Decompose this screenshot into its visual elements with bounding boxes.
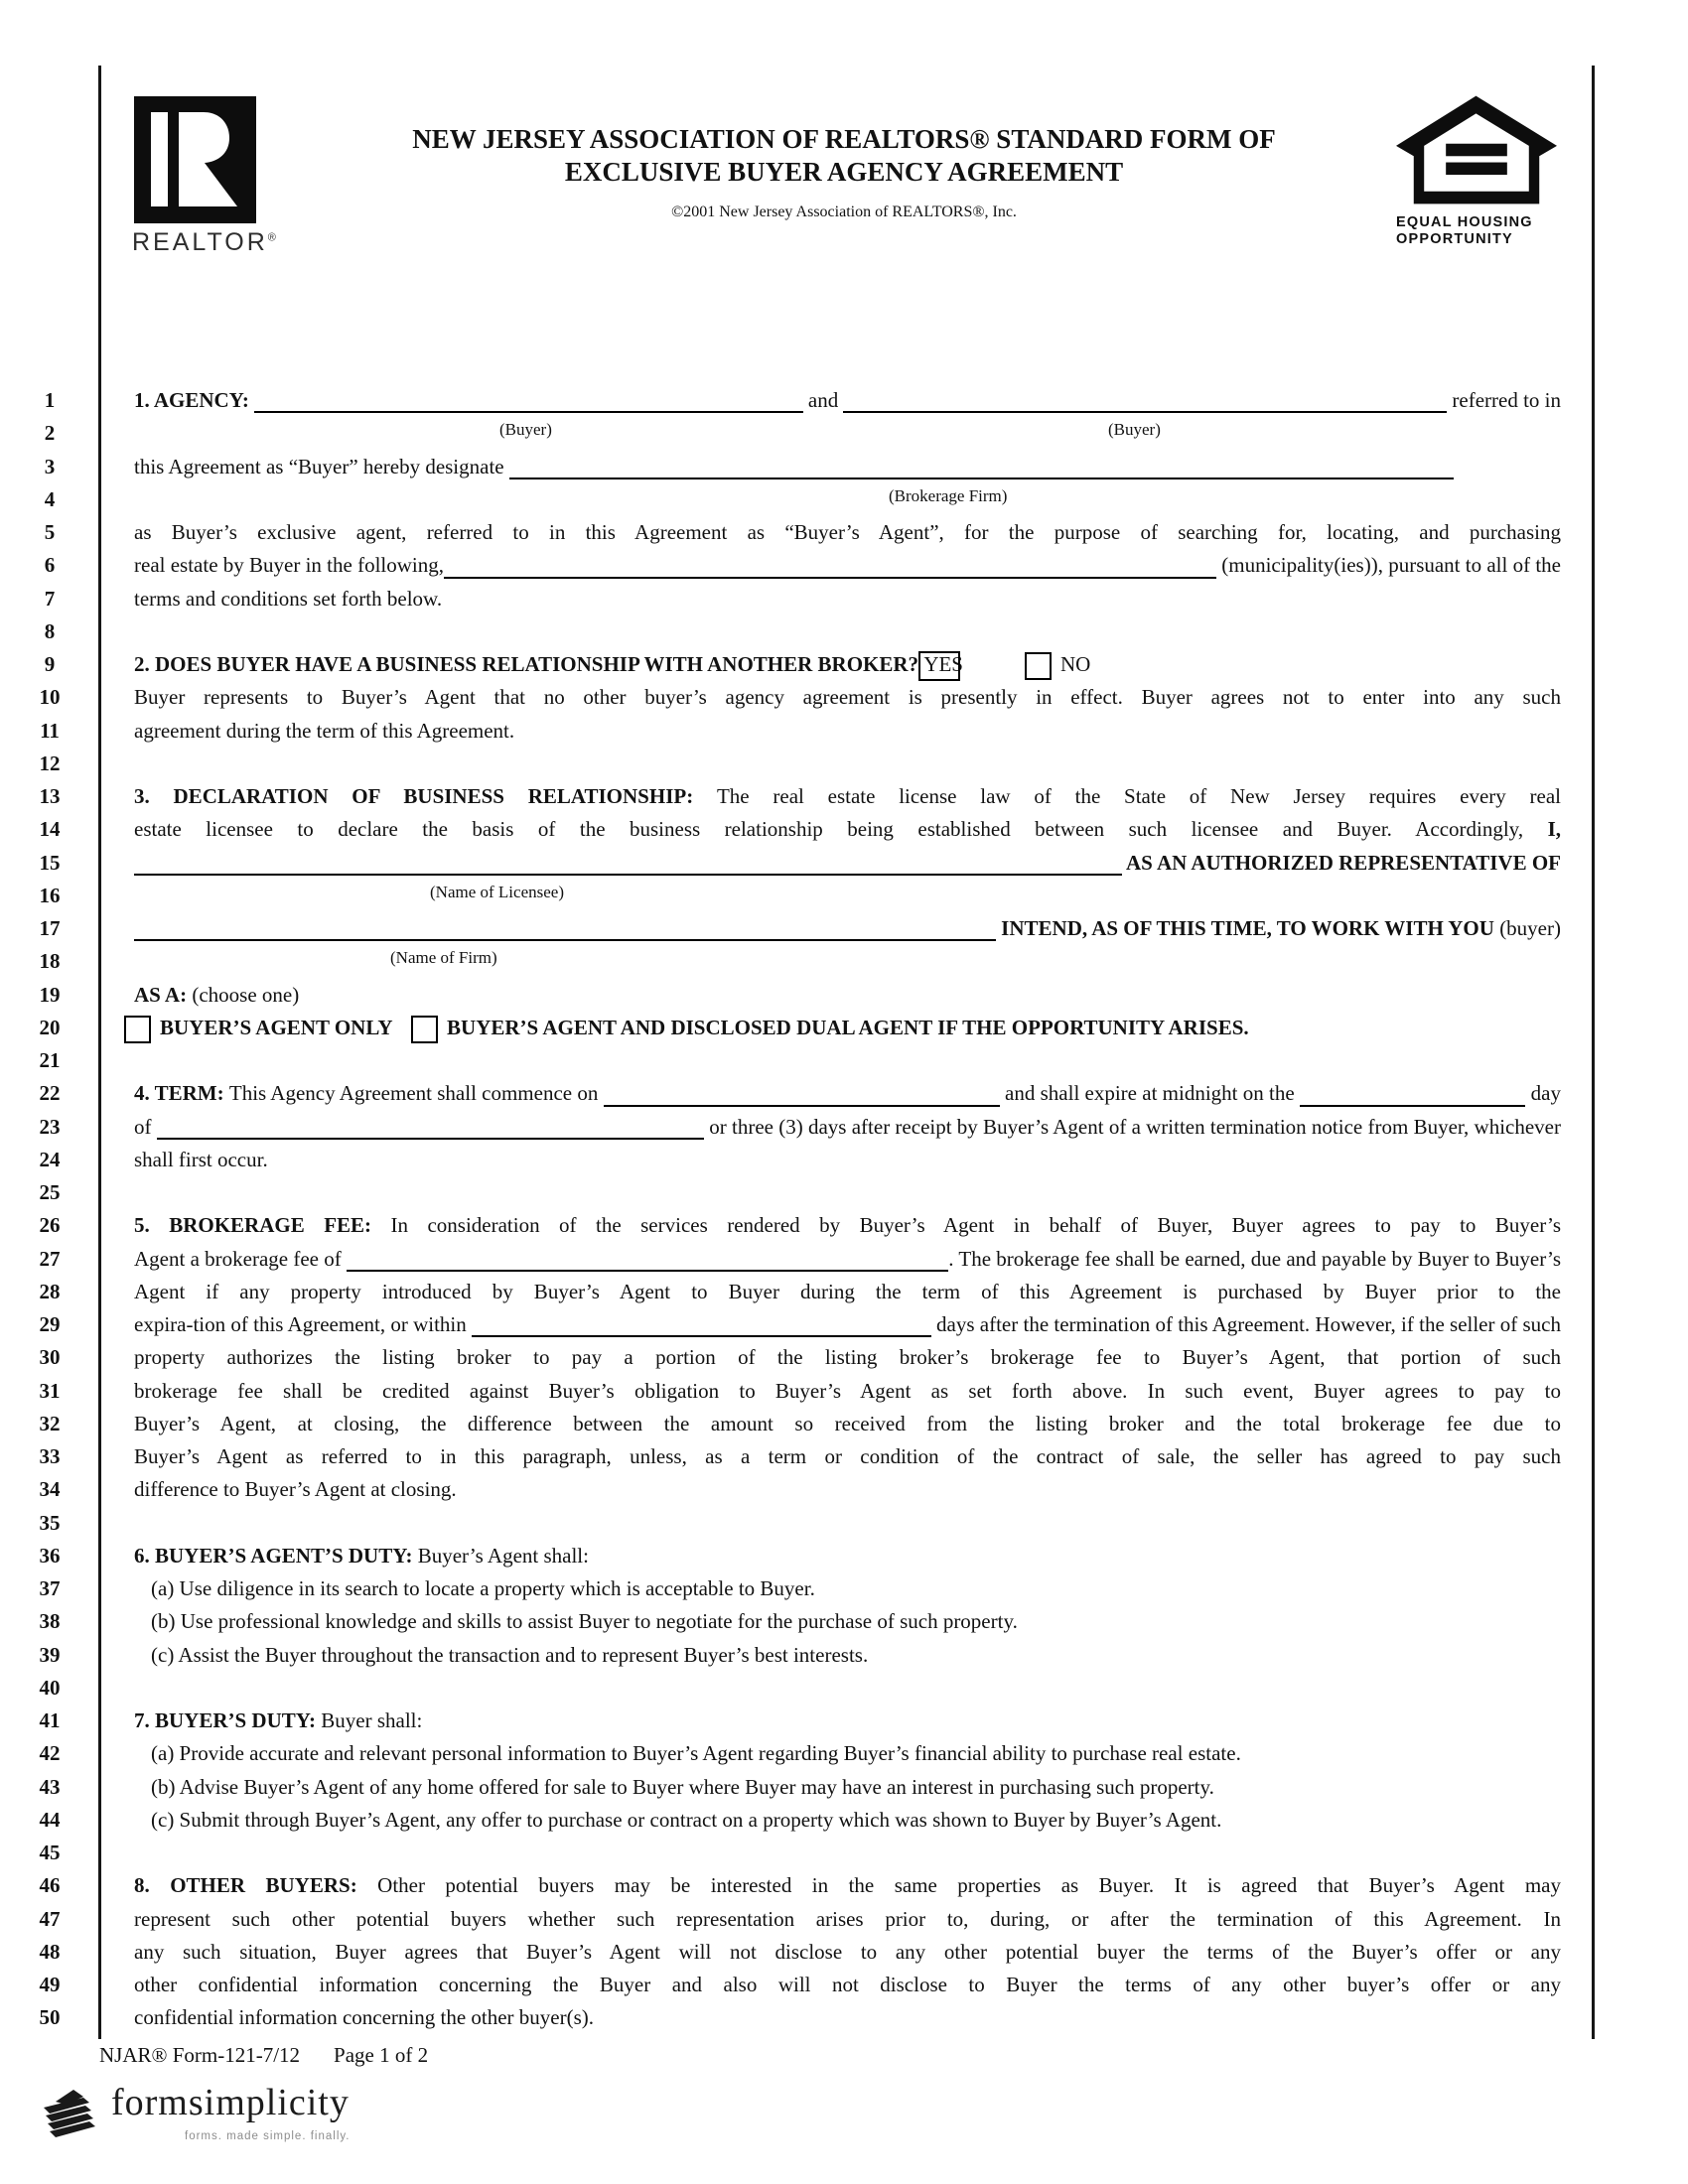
form-text: Buyer shall: bbox=[321, 1708, 423, 1732]
form-line-17 bbox=[134, 912, 1561, 945]
form-text: Buyer’s Agent as referred to in this paragraph, unless, as a term or condition of the contract of sale, the seller has agreed to pay such bbox=[134, 1444, 1561, 1468]
left-margin-rule bbox=[98, 66, 101, 2039]
form-footer bbox=[99, 2043, 428, 2068]
form-text: other confidential information concerning the Buyer and also will not disclose to Buyer the terms of any other buyer’s offer or any bbox=[134, 1973, 1561, 1996]
fill-in-blank[interactable] bbox=[509, 478, 1454, 479]
form-line-1 bbox=[134, 384, 1561, 417]
line-number: 35 bbox=[39, 1510, 61, 1535]
checkbox[interactable] bbox=[411, 1016, 438, 1043]
form-text-bold: 7. BUYER’S DUTY: bbox=[134, 1708, 322, 1732]
form-line-35 bbox=[134, 1507, 1561, 1540]
form-text: estate licensee to declare the basis of the business relationship being established between such licensee and Buyer. Accordingly, bbox=[134, 817, 1548, 842]
fill-in-blank[interactable] bbox=[157, 1138, 704, 1140]
form-line-24 bbox=[134, 1144, 1561, 1176]
form-text: (c) Submit through Buyer’s Agent, any offer to purchase or contract on a property which was shown to Buyer by Buyer’s Agent. bbox=[151, 1807, 1222, 1832]
line-number: 4 bbox=[44, 486, 56, 511]
line-number-gutter bbox=[22, 384, 77, 2035]
form-text: days after the termination of this Agreement. However, if the seller of such bbox=[930, 1312, 1561, 1336]
line-number: 48 bbox=[39, 1939, 61, 1964]
formsimplicity-wordmark: formsimplicity bbox=[111, 2082, 350, 2123]
form-text: confidential information concerning the other buyer(s). bbox=[134, 2005, 595, 2030]
form-line-33 bbox=[134, 1440, 1561, 1473]
checkbox[interactable] bbox=[1025, 652, 1052, 680]
line-number: 44 bbox=[39, 1807, 61, 1832]
field-label: (Name of Licensee) bbox=[430, 882, 564, 901]
field-label: (Name of Firm) bbox=[390, 948, 497, 968]
form-line-44 bbox=[134, 1804, 1561, 1837]
line-number: 40 bbox=[39, 1675, 61, 1700]
form-text: referred to in bbox=[1447, 388, 1561, 412]
line-number: 15 bbox=[39, 850, 61, 875]
form-line-10 bbox=[134, 681, 1561, 714]
line-number: 34 bbox=[39, 1477, 61, 1502]
form-text: represent such other potential buyers whether such representation arises prior to, during, or after the termination of this Agreement. In bbox=[134, 1906, 1561, 1931]
form-line-9 bbox=[134, 648, 1561, 681]
line-number: 31 bbox=[39, 1378, 61, 1403]
form-line-7 bbox=[134, 583, 1561, 615]
form-line-41 bbox=[134, 1705, 1561, 1737]
realtor-logo-label bbox=[132, 228, 281, 257]
form-body bbox=[134, 384, 1561, 2035]
form-line-2 bbox=[134, 417, 1561, 450]
equal-housing-line2: OPPORTUNITY bbox=[1396, 231, 1513, 247]
form-line-28 bbox=[134, 1276, 1561, 1308]
line-number: 10 bbox=[39, 685, 61, 710]
form-text-bold: 6. BUYER’S AGENT’S DUTY: bbox=[134, 1543, 418, 1568]
line-number: 20 bbox=[39, 1015, 61, 1039]
form-text: Agent a brokerage fee of bbox=[134, 1246, 347, 1271]
line-number: 50 bbox=[39, 2005, 61, 2030]
fill-in-blank[interactable] bbox=[134, 939, 996, 941]
form-line-5 bbox=[134, 516, 1561, 549]
form-line-16 bbox=[134, 880, 1561, 912]
line-number: 23 bbox=[39, 1114, 61, 1139]
equal-housing-text bbox=[1396, 214, 1565, 248]
form-line-39 bbox=[134, 1639, 1561, 1672]
line-number: 37 bbox=[39, 1576, 61, 1600]
line-number: 42 bbox=[39, 1741, 61, 1766]
form-line-6 bbox=[134, 549, 1561, 582]
line-number: 36 bbox=[39, 1543, 61, 1568]
form-text-bold: 8. OTHER BUYERS: bbox=[134, 1873, 378, 1898]
line-number: 43 bbox=[39, 1774, 61, 1799]
form-text: property authorizes the listing broker to pay a portion of the listing broker’s brokerage fee to Buyer’s Agent, that portion of such bbox=[134, 1345, 1561, 1370]
line-number: 21 bbox=[39, 1048, 61, 1072]
form-line-42 bbox=[134, 1737, 1561, 1770]
form-line-38 bbox=[134, 1605, 1561, 1638]
checkbox[interactable] bbox=[124, 1016, 151, 1043]
line-number: 39 bbox=[39, 1642, 61, 1667]
line-number: 29 bbox=[39, 1312, 61, 1336]
form-line-23 bbox=[134, 1111, 1561, 1144]
equal-housing-house-icon bbox=[1396, 95, 1557, 205]
form-line-12 bbox=[134, 748, 1561, 780]
form-line-40 bbox=[134, 1672, 1561, 1705]
form-line-18 bbox=[134, 945, 1561, 978]
form-text: . The brokerage fee shall be earned, due and payable by Buyer to Buyer’s bbox=[948, 1246, 1561, 1271]
line-number: 22 bbox=[39, 1081, 61, 1106]
line-number: 19 bbox=[39, 982, 61, 1007]
line-number: 27 bbox=[39, 1246, 61, 1271]
form-text: day bbox=[1525, 1081, 1561, 1106]
form-text-bold: BUYER’S AGENT ONLY bbox=[160, 1015, 398, 1039]
form-text: This Agency Agreement shall commence on bbox=[228, 1081, 604, 1106]
form-text: (b) Advise Buyer’s Agent of any home offered for sale to Buyer where Buyer may have an interest in purchasing such property. bbox=[151, 1774, 1214, 1799]
form-line-34 bbox=[134, 1473, 1561, 1506]
line-number: 5 bbox=[44, 520, 56, 544]
form-text: and shall expire at midnight on the bbox=[999, 1081, 1300, 1106]
formsimplicity-tagline: forms. made simple. finally. bbox=[185, 2130, 351, 2142]
form-line-3 bbox=[134, 451, 1561, 483]
line-number: 3 bbox=[44, 454, 56, 478]
form-text: (b) Use professional knowledge and skills to assist Buyer to negotiate for the purchase of such property. bbox=[151, 1609, 1018, 1634]
field-label: (Brokerage Firm) bbox=[889, 485, 1008, 505]
form-text: this Agreement as “Buyer” hereby designate bbox=[134, 454, 509, 478]
realtor-r-icon bbox=[134, 96, 256, 223]
line-number: 45 bbox=[39, 1841, 61, 1864]
realtor-wordmark: REALTOR bbox=[132, 228, 268, 256]
line-number: 32 bbox=[39, 1411, 61, 1435]
line-number: 33 bbox=[39, 1444, 61, 1468]
form-text-bold: BUYER’S AGENT AND DISCLOSED DUAL AGENT IF THE OPPORTUNITY ARISES. bbox=[447, 1015, 1249, 1039]
yes-label: YES bbox=[923, 652, 963, 676]
line-number: 30 bbox=[39, 1345, 61, 1370]
form-line-30 bbox=[134, 1341, 1561, 1374]
fill-in-blank[interactable] bbox=[1300, 1105, 1526, 1107]
form-text: (c) Assist the Buyer throughout the transaction and to represent Buyer’s best interests. bbox=[151, 1642, 869, 1667]
equal-housing-logo bbox=[1396, 95, 1557, 209]
form-line-15 bbox=[134, 847, 1561, 880]
fill-in-blank[interactable] bbox=[254, 411, 802, 413]
form-text: as Buyer’s exclusive agent, referred to in this Agreement as “Buyer’s Agent”, for the purpose of searching for, locating, and purchasing bbox=[134, 520, 1561, 544]
form-line-25 bbox=[134, 1176, 1561, 1209]
form-text: In consideration of the services rendered by Buyer’s Agent in behalf of Buyer, Buyer agrees to pay to Buyer’s bbox=[390, 1213, 1562, 1238]
fill-in-blank[interactable] bbox=[444, 577, 1216, 579]
line-number: 2 bbox=[44, 421, 56, 446]
line-number: 46 bbox=[39, 1873, 61, 1898]
line-number: 9 bbox=[44, 652, 56, 676]
form-line-50 bbox=[134, 2001, 1561, 2034]
line-number: 47 bbox=[39, 1906, 61, 1931]
equal-housing-line1: EQUAL HOUSING bbox=[1396, 214, 1533, 230]
form-text: (buyer) bbox=[1493, 916, 1561, 940]
form-title bbox=[288, 123, 1400, 221]
line-number: 25 bbox=[39, 1180, 61, 1204]
form-line-48 bbox=[134, 1936, 1561, 1969]
line-number: 38 bbox=[39, 1609, 61, 1634]
registered-mark: ® bbox=[267, 231, 279, 244]
form-title-line2: EXCLUSIVE BUYER AGENCY AGREEMENT bbox=[564, 157, 1124, 187]
right-margin-rule bbox=[1592, 66, 1595, 2039]
form-text: NO bbox=[1060, 652, 1091, 676]
form-line-27 bbox=[134, 1243, 1561, 1276]
form-line-4 bbox=[134, 483, 1561, 516]
form-line-43 bbox=[134, 1771, 1561, 1804]
line-number: 16 bbox=[39, 883, 61, 907]
line-number: 1 bbox=[44, 388, 56, 412]
form-line-45 bbox=[134, 1837, 1561, 1869]
line-number: 26 bbox=[39, 1213, 61, 1238]
form-text: or three (3) days after receipt by Buyer’s Agent of a written termination notice from Buyer, whichever bbox=[704, 1114, 1561, 1139]
form-text-bold: 4. TERM: bbox=[134, 1081, 229, 1106]
yes-checkbox-overlay[interactable] bbox=[918, 651, 960, 681]
form-line-37 bbox=[134, 1572, 1561, 1605]
form-line-46 bbox=[134, 1869, 1561, 1902]
line-number: 49 bbox=[39, 1973, 61, 1996]
form-line-22 bbox=[134, 1077, 1561, 1110]
form-line-8 bbox=[134, 615, 1561, 648]
form-line-26 bbox=[134, 1209, 1561, 1242]
form-text: terms and conditions set forth below. bbox=[134, 586, 443, 611]
form-line-19 bbox=[134, 979, 1561, 1012]
fill-in-blank[interactable] bbox=[843, 411, 1447, 413]
form-line-13 bbox=[134, 780, 1561, 813]
form-text: expira-tion of this Agreement, or within bbox=[134, 1312, 473, 1336]
form-text: any such situation, Buyer agrees that Buyer’s Agent will not disclose to any other potential buyer the terms of the Buyer’s offer or any bbox=[134, 1939, 1561, 1964]
fill-in-blank[interactable] bbox=[347, 1270, 948, 1272]
form-text: Buyer’s Agent, at closing, the difference between the amount so received from the listing broker and the total brokerage fee due to bbox=[134, 1411, 1561, 1435]
form-text-bold: 1. AGENCY: bbox=[134, 388, 255, 412]
form-text: real estate by Buyer in the following, bbox=[134, 553, 444, 578]
form-text: and bbox=[802, 388, 844, 412]
form-line-49 bbox=[134, 1969, 1561, 2001]
field-label: (Buyer) bbox=[499, 420, 552, 440]
line-number: 17 bbox=[39, 916, 61, 940]
line-number: 28 bbox=[39, 1279, 61, 1303]
line-number: 6 bbox=[44, 553, 56, 578]
form-text: Agent if any property introduced by Buyer’s Agent to Buyer during the term of this Agreement is purchased by Buyer prior to the bbox=[134, 1279, 1561, 1303]
form-title-line1: NEW JERSEY ASSOCIATION OF REALTORS® STANDARD FORM OF bbox=[412, 124, 1276, 154]
form-line-36 bbox=[134, 1540, 1561, 1572]
form-text: (choose one) bbox=[192, 982, 300, 1007]
form-text: (municipality(ies)), pursuant to all of the bbox=[1216, 553, 1561, 578]
line-number: 41 bbox=[39, 1708, 61, 1732]
yes-option[interactable] bbox=[923, 648, 963, 681]
form-number: NJAR® Form-121-7/12 bbox=[99, 2043, 301, 2067]
line-number: 7 bbox=[44, 586, 56, 611]
form-text: Other potential buyers may be interested in the same properties as Buyer. It is agreed that Buyer’s Agent may bbox=[377, 1873, 1561, 1898]
copyright-line: ©2001 New Jersey Association of REALTORS®, Inc. bbox=[671, 204, 1017, 220]
form-text-bold: AS A: bbox=[134, 982, 193, 1007]
fill-in-blank[interactable] bbox=[472, 1335, 931, 1337]
form-text-bold: 5. BROKERAGE FEE: bbox=[134, 1213, 391, 1238]
line-number: 12 bbox=[39, 751, 61, 775]
line-number: 18 bbox=[39, 949, 61, 974]
line-number: 13 bbox=[39, 784, 61, 808]
line-number: 11 bbox=[40, 718, 60, 743]
form-text: Buyer represents to Buyer’s Agent that no other buyer’s agency agreement is presently in effect. Buyer agrees not to enter into any such bbox=[134, 685, 1561, 710]
form-text-bold: INTEND, AS OF THIS TIME, TO WORK WITH YOU bbox=[995, 916, 1494, 940]
form-text-bold: AS AN AUTHORIZED REPRESENTATIVE OF bbox=[1121, 850, 1561, 875]
form-text: Buyer’s Agent shall: bbox=[417, 1543, 589, 1568]
line-number: 14 bbox=[39, 817, 61, 842]
form-text: (a) Use diligence in its search to locate a property which is acceptable to Buyer. bbox=[151, 1576, 815, 1600]
form-text-bold: I, bbox=[1547, 817, 1561, 842]
form-line-21 bbox=[134, 1044, 1561, 1077]
form-text: The real estate license law of the State of New Jersey requires every real bbox=[716, 784, 1561, 808]
page-indicator: Page 1 of 2 bbox=[334, 2043, 429, 2067]
realtor-logo bbox=[134, 96, 256, 223]
form-text: agreement during the term of this Agreement. bbox=[134, 718, 515, 743]
form-text: of bbox=[134, 1114, 157, 1139]
fill-in-blank[interactable] bbox=[134, 874, 1122, 876]
form-line-11 bbox=[134, 715, 1561, 748]
form-text: shall first occur. bbox=[134, 1147, 268, 1171]
form-line-20 bbox=[134, 1012, 1561, 1044]
form-line-47 bbox=[134, 1903, 1561, 1936]
field-label: (Buyer) bbox=[1108, 420, 1161, 440]
line-number: 24 bbox=[39, 1147, 61, 1171]
form-line-31 bbox=[134, 1375, 1561, 1408]
form-text-bold: 2. DOES BUYER HAVE A BUSINESS RELATIONSHIP WITH ANOTHER BROKER? bbox=[134, 652, 924, 676]
fill-in-blank[interactable] bbox=[604, 1105, 1000, 1107]
paper-stack-icon bbox=[42, 2088, 107, 2139]
form-text: brokerage fee shall be credited against Buyer’s obligation to Buyer’s Agent as set forth above. In such event, Buyer agrees to pay to bbox=[134, 1378, 1561, 1403]
form-text-bold: 3. DECLARATION OF BUSINESS RELATIONSHIP: bbox=[134, 784, 717, 808]
form-text: (a) Provide accurate and relevant personal information to Buyer’s Agent regarding Buyer’s financial ability to purchase real estate. bbox=[151, 1741, 1241, 1766]
line-number: 8 bbox=[44, 618, 56, 643]
form-line-29 bbox=[134, 1308, 1561, 1341]
form-text: difference to Buyer’s Agent at closing. bbox=[134, 1477, 457, 1502]
form-line-14 bbox=[134, 813, 1561, 846]
form-line-32 bbox=[134, 1408, 1561, 1440]
formsimplicity-logo bbox=[42, 2080, 459, 2159]
